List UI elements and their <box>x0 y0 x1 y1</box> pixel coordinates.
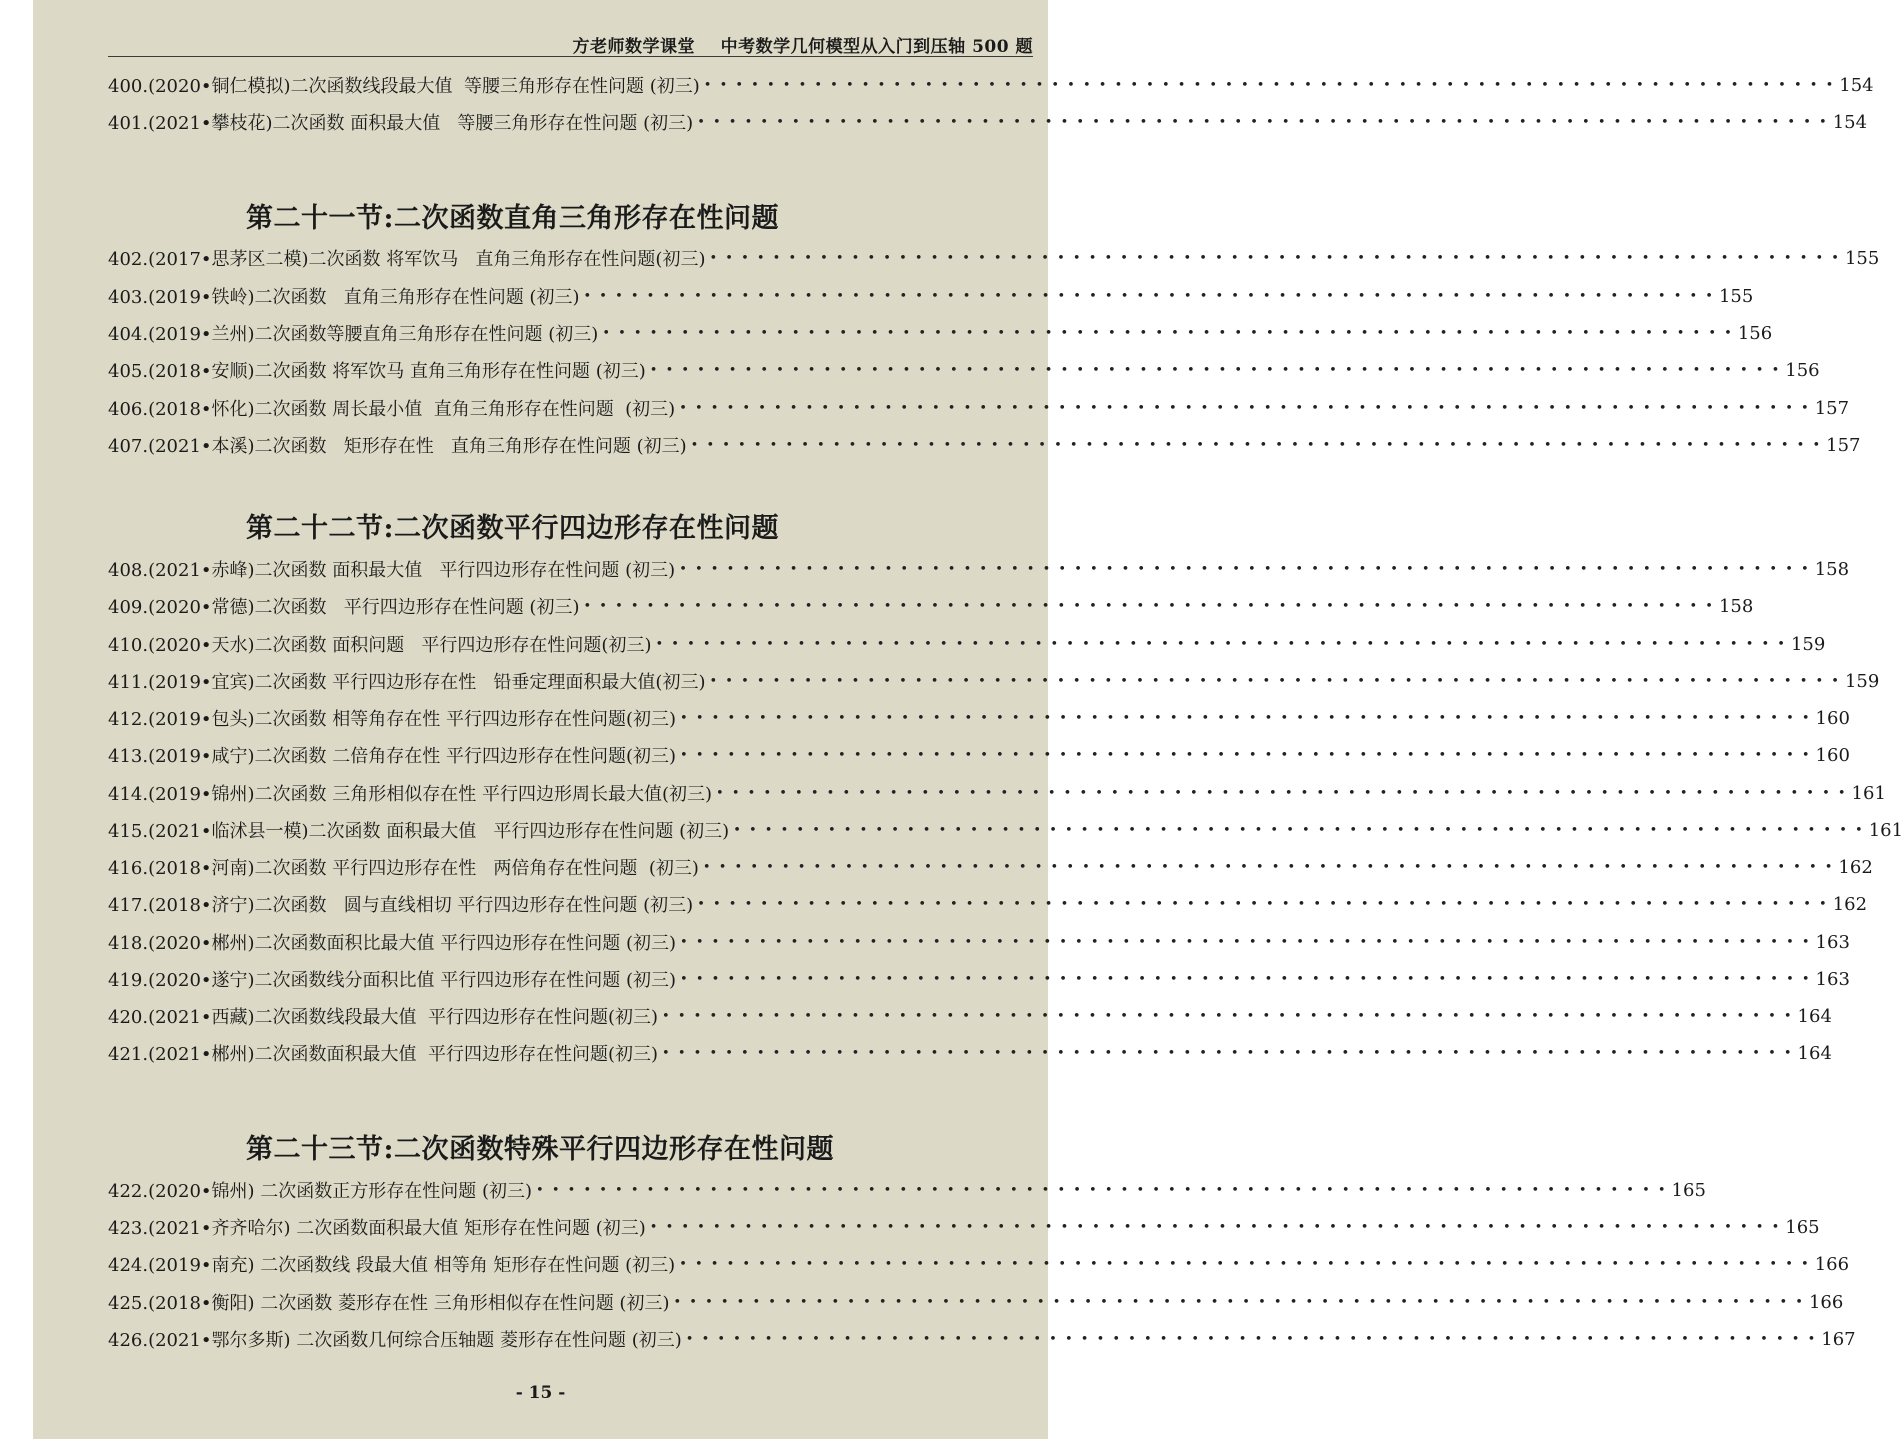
dot-leader: • • • • • • • • • • • • • • • • • • • • • • • • • • • • • • • • • • • • • • • • • • • • • • • • • • • • • • • • • • • • • • • • • • • • • • • • <box>655 636 1787 652</box>
toc-entry[interactable] <box>108 816 1903 844</box>
toc-entry-title: 421.(2021•郴州)二次函数面积最大值 平行四边形存在性问题(初三) <box>108 1044 659 1065</box>
toc-entry[interactable] <box>108 1288 1844 1316</box>
toc-entry[interactable] <box>108 741 1850 769</box>
dot-leader: • • • • • • • • • • • • • • • • • • • • • • • • • • • • • • • • • • • • • • • • • • • • • • • • • • • • • • • • • • • • • • • • • • • • • • • • <box>679 1256 1811 1272</box>
toc-entry-page: 159 <box>1844 670 1880 692</box>
toc-entry-page: 162 <box>1832 893 1868 915</box>
toc-entry-page: 156 <box>1785 359 1820 381</box>
toc-entry[interactable] <box>108 71 1874 99</box>
header-text: 方老师数学课堂 中考数学几何模型从入门到压轴 500 题 <box>572 37 1033 57</box>
dot-leader: • • • • • • • • • • • • • • • • • • • • • • • • • • • • • • • • • • • • • • • • • • • • • • • • • • • • • • • • • • • • • • • • • • • • • • • • <box>697 896 1829 912</box>
toc-entry[interactable] <box>108 555 1850 583</box>
dot-leader: • • • • • • • • • • • • • • • • • • • • • • • • • • • • • • • • • • • • • • • • • • • • • • • • • • • • • • • • • • • • • • • • • • • • • • • • <box>536 1182 1668 1198</box>
toc-entry-page: 158 <box>1718 595 1754 617</box>
toc-entry[interactable] <box>108 1250 1850 1278</box>
toc-entry-page: 160 <box>1815 707 1850 729</box>
dot-leader: • • • • • • • • • • • • • • • • • • • • • • • • • • • • • • • • • • • • • • • • • • • • • • • • • • • • • • • • • • • • • • • • • • • • • • • • <box>662 1045 1794 1061</box>
toc-entry-page: 164 <box>1797 1042 1832 1064</box>
toc-entry-title: 404.(2019•兰州)二次函数等腰直角三角形存在性问题 (初三) <box>108 324 599 345</box>
page <box>33 0 1903 1439</box>
toc-entry-title: 412.(2019•包头)二次函数 相等角存在性 平行四边形存在性问题(初三) <box>108 709 677 730</box>
dot-leader: • • • • • • • • • • • • • • • • • • • • • • • • • • • • • • • • • • • • • • • • • • • • • • • • • • • • • • • • • • • • • • • • • • • • • • • • <box>679 561 1811 577</box>
dot-leader: • • • • • • • • • • • • • • • • • • • • • • • • • • • • • • • • • • • • • • • • • • • • • • • • • • • • • • • • • • • • • • • • • • • • • • • • <box>602 325 1734 341</box>
dot-leader: • • • • • • • • • • • • • • • • • • • • • • • • • • • • • • • • • • • • • • • • • • • • • • • • • • • • • • • • • • • • • • • • • • • • • • • • <box>709 673 1841 689</box>
toc-entry-title: 416.(2018•河南)二次函数 平行四边形存在性 两倍角存在性问题 (初三) <box>108 858 699 879</box>
dot-leader: • • • • • • • • • • • • • • • • • • • • • • • • • • • • • • • • • • • • • • • • • • • • • • • • • • • • • • • • • • • • • • • • • • • • • • • • <box>583 598 1715 614</box>
toc-entry-page: 157 <box>1814 397 1850 419</box>
dot-leader: • • • • • • • • • • • • • • • • • • • • • • • • • • • • • • • • • • • • • • • • • • • • • • • • • • • • • • • • • • • • • • • • • • • • • • • • <box>680 934 1812 950</box>
toc-entry-page: 161 <box>1868 819 1903 841</box>
toc-entry-title: 414.(2019•锦州)二次函数 三角形相似存在性 平行四边形周长最大值(初三) <box>108 784 713 805</box>
section-heading-23: 第二十三节:二次函数特殊平行四边形存在性问题 <box>246 1134 834 1165</box>
toc-entry-title: 419.(2020•遂宁)二次函数线分面积比值 平行四边形存在性问题 (初三) <box>108 970 677 991</box>
toc-entry[interactable] <box>108 282 1754 310</box>
toc-entry[interactable] <box>108 1176 1706 1204</box>
dot-leader: • • • • • • • • • • • • • • • • • • • • • • • • • • • • • • • • • • • • • • • • • • • • • • • • • • • • • • • • • • • • • • • • • • • • • • • • <box>662 1008 1794 1024</box>
toc-entry-page: 155 <box>1718 285 1754 307</box>
toc-entry[interactable] <box>108 704 1850 732</box>
dot-leader: • • • • • • • • • • • • • • • • • • • • • • • • • • • • • • • • • • • • • • • • • • • • • • • • • • • • • • • • • • • • • • • • • • • • • • • • <box>583 288 1715 304</box>
toc-entry-title: 405.(2018•安顺)二次函数 将军饮马 直角三角形存在性问题 (初三) <box>108 361 646 382</box>
toc-entry-title: 410.(2020•天水)二次函数 面积问题 平行四边形存在性问题(初三) <box>108 635 652 656</box>
toc-entry-page: 156 <box>1737 322 1773 344</box>
toc-entry-page: 167 <box>1821 1328 1856 1350</box>
toc-entry-page: 163 <box>1815 968 1850 990</box>
toc-entry-title: 415.(2021•临沭县一模)二次函数 面积最大值 平行四边形存在性问题 (初三) <box>108 821 730 842</box>
dot-leader: • • • • • • • • • • • • • • • • • • • • • • • • • • • • • • • • • • • • • • • • • • • • • • • • • • • • • • • • • • • • • • • • • • • • • • • • <box>679 400 1811 416</box>
dot-leader: • • • • • • • • • • • • • • • • • • • • • • • • • • • • • • • • • • • • • • • • • • • • • • • • • • • • • • • • • • • • • • • • • • • • • • • • <box>649 1219 1782 1235</box>
toc-entry-title: 423.(2021•齐齐哈尔) 二次函数面积最大值 矩形存在性问题 (初三) <box>108 1218 646 1239</box>
section-heading-22: 第二十二节:二次函数平行四边形存在性问题 <box>246 513 779 544</box>
toc-entry-title: 402.(2017•思茅区二模)二次函数 将军饮马 直角三角形存在性问题(初三) <box>108 249 706 270</box>
toc-entry[interactable] <box>108 319 1773 347</box>
toc-entry-title: 417.(2018•济宁)二次函数 圆与直线相切 平行四边形存在性问题 (初三) <box>108 895 694 916</box>
toc-entry-title: 426.(2021•鄂尔多斯) 二次函数几何综合压轴题 菱形存在性问题 (初三) <box>108 1330 682 1351</box>
dot-leader: • • • • • • • • • • • • • • • • • • • • • • • • • • • • • • • • • • • • • • • • • • • • • • • • • • • • • • • • • • • • • • • • • • • • • • • • <box>702 859 1835 875</box>
toc-entry[interactable] <box>108 890 1868 918</box>
page-header <box>108 30 1033 57</box>
toc-entry-page: 160 <box>1815 744 1850 766</box>
toc-entry[interactable] <box>108 779 1886 807</box>
dot-leader: • • • • • • • • • • • • • • • • • • • • • • • • • • • • • • • • • • • • • • • • • • • • • • • • • • • • • • • • • • • • • • • • • • • • • • • • <box>709 250 1841 266</box>
toc-entry[interactable] <box>108 394 1850 422</box>
toc-entry[interactable] <box>108 1002 1832 1030</box>
toc-entry-page: 163 <box>1815 931 1850 953</box>
toc-entry-page: 164 <box>1797 1005 1832 1027</box>
toc-entry-page: 154 <box>1832 111 1868 133</box>
toc-entry-title: 424.(2019•南充) 二次函数线 段最大值 相等角 矩形存在性问题 (初三) <box>108 1255 676 1276</box>
dot-leader: • • • • • • • • • • • • • • • • • • • • • • • • • • • • • • • • • • • • • • • • • • • • • • • • • • • • • • • • • • • • • • • • • • • • • • • • <box>685 1331 1818 1347</box>
toc-entry[interactable] <box>108 928 1850 956</box>
toc-entry-title: 422.(2020•锦州) 二次函数正方形存在性问题 (初三) <box>108 1181 533 1202</box>
dot-leader: • • • • • • • • • • • • • • • • • • • • • • • • • • • • • • • • • • • • • • • • • • • • • • • • • • • • • • • • • • • • • • • • • • • • • • • • <box>680 747 1812 763</box>
toc-entry-page: 158 <box>1814 558 1850 580</box>
toc-entry[interactable] <box>108 108 1868 136</box>
toc-entry-title: 401.(2021•攀枝花)二次函数 面积最大值 等腰三角形存在性问题 (初三) <box>108 113 694 134</box>
toc-entry-title: 408.(2021•赤峰)二次函数 面积最大值 平行四边形存在性问题 (初三) <box>108 560 676 581</box>
section-heading-21: 第二十一节:二次函数直角三角形存在性问题 <box>246 203 779 234</box>
toc-entry-page: 161 <box>1851 782 1886 804</box>
dot-leader: • • • • • • • • • • • • • • • • • • • • • • • • • • • • • • • • • • • • • • • • • • • • • • • • • • • • • • • • • • • • • • • • • • • • • • • • <box>673 1294 1805 1310</box>
toc-entry[interactable] <box>108 592 1754 620</box>
toc-entry[interactable] <box>108 244 1880 272</box>
toc-entry-title: 407.(2021•本溪)二次函数 矩形存在性 直角三角形存在性问题 (初三) <box>108 436 687 457</box>
toc-entry[interactable] <box>108 965 1850 993</box>
toc-entry-page: 166 <box>1808 1291 1844 1313</box>
toc-entry[interactable] <box>108 1213 1820 1241</box>
dot-leader: • • • • • • • • • • • • • • • • • • • • • • • • • • • • • • • • • • • • • • • • • • • • • • • • • • • • • • • • • • • • • • • • • • • • • • • • <box>733 822 1865 838</box>
dot-leader: • • • • • • • • • • • • • • • • • • • • • • • • • • • • • • • • • • • • • • • • • • • • • • • • • • • • • • • • • • • • • • • • • • • • • • • • <box>690 437 1823 453</box>
toc-entry[interactable] <box>108 853 1873 881</box>
toc-entry-page: 155 <box>1844 247 1880 269</box>
toc-entry[interactable] <box>108 667 1880 695</box>
toc-entry-title: 403.(2019•铁岭)二次函数 直角三角形存在性问题 (初三) <box>108 287 580 308</box>
toc-entry-title: 425.(2018•衡阳) 二次函数 菱形存在性 三角形相似存在性问题 (初三) <box>108 1293 670 1314</box>
dot-leader: • • • • • • • • • • • • • • • • • • • • • • • • • • • • • • • • • • • • • • • • • • • • • • • • • • • • • • • • • • • • • • • • • • • • • • • • <box>649 362 1782 378</box>
toc-entry[interactable] <box>108 1039 1832 1067</box>
toc-entry-page: 165 <box>1785 1216 1820 1238</box>
toc-entry[interactable] <box>108 630 1826 658</box>
toc-entry-page: 159 <box>1790 633 1826 655</box>
dot-leader: • • • • • • • • • • • • • • • • • • • • • • • • • • • • • • • • • • • • • • • • • • • • • • • • • • • • • • • • • • • • • • • • • • • • • • • • <box>680 971 1812 987</box>
toc-entry-page: 154 <box>1839 74 1874 96</box>
toc-entry-title: 409.(2020•常德)二次函数 平行四边形存在性问题 (初三) <box>108 597 580 618</box>
toc-entry-page: 165 <box>1671 1179 1706 1201</box>
toc-entry-title: 411.(2019•宜宾)二次函数 平行四边形存在性 铅垂定理面积最大值(初三) <box>108 672 706 693</box>
toc-entry-title: 400.(2020•铜仁模拟)二次函数线段最大值 等腰三角形存在性问题 (初三) <box>108 76 700 97</box>
dot-leader: • • • • • • • • • • • • • • • • • • • • • • • • • • • • • • • • • • • • • • • • • • • • • • • • • • • • • • • • • • • • • • • • • • • • • • • • <box>703 77 1836 93</box>
toc-entry[interactable] <box>108 1325 1856 1353</box>
dot-leader: • • • • • • • • • • • • • • • • • • • • • • • • • • • • • • • • • • • • • • • • • • • • • • • • • • • • • • • • • • • • • • • • • • • • • • • • <box>680 710 1812 726</box>
toc-entry-title: 413.(2019•咸宁)二次函数 二倍角存在性 平行四边形存在性问题(初三) <box>108 746 677 767</box>
toc-entry-page: 157 <box>1826 434 1861 456</box>
toc-entry-page: 162 <box>1838 856 1873 878</box>
page-number-footer: - 15 - <box>515 1383 566 1403</box>
toc-entry-title: 418.(2020•郴州)二次函数面积比最大值 平行四边形存在性问题 (初三) <box>108 933 677 954</box>
dot-leader: • • • • • • • • • • • • • • • • • • • • • • • • • • • • • • • • • • • • • • • • • • • • • • • • • • • • • • • • • • • • • • • • • • • • • • • • <box>716 785 1848 801</box>
toc-entry[interactable] <box>108 356 1820 384</box>
toc-entry[interactable] <box>108 431 1861 459</box>
toc-entry-page: 166 <box>1814 1253 1850 1275</box>
toc-entry-title: 406.(2018•怀化)二次函数 周长最小值 直角三角形存在性问题 (初三) <box>108 399 676 420</box>
dot-leader: • • • • • • • • • • • • • • • • • • • • • • • • • • • • • • • • • • • • • • • • • • • • • • • • • • • • • • • • • • • • • • • • • • • • • • • • <box>697 114 1829 130</box>
toc-entry-title: 420.(2021•西藏)二次函数线段最大值 平行四边形存在性问题(初三) <box>108 1007 659 1028</box>
